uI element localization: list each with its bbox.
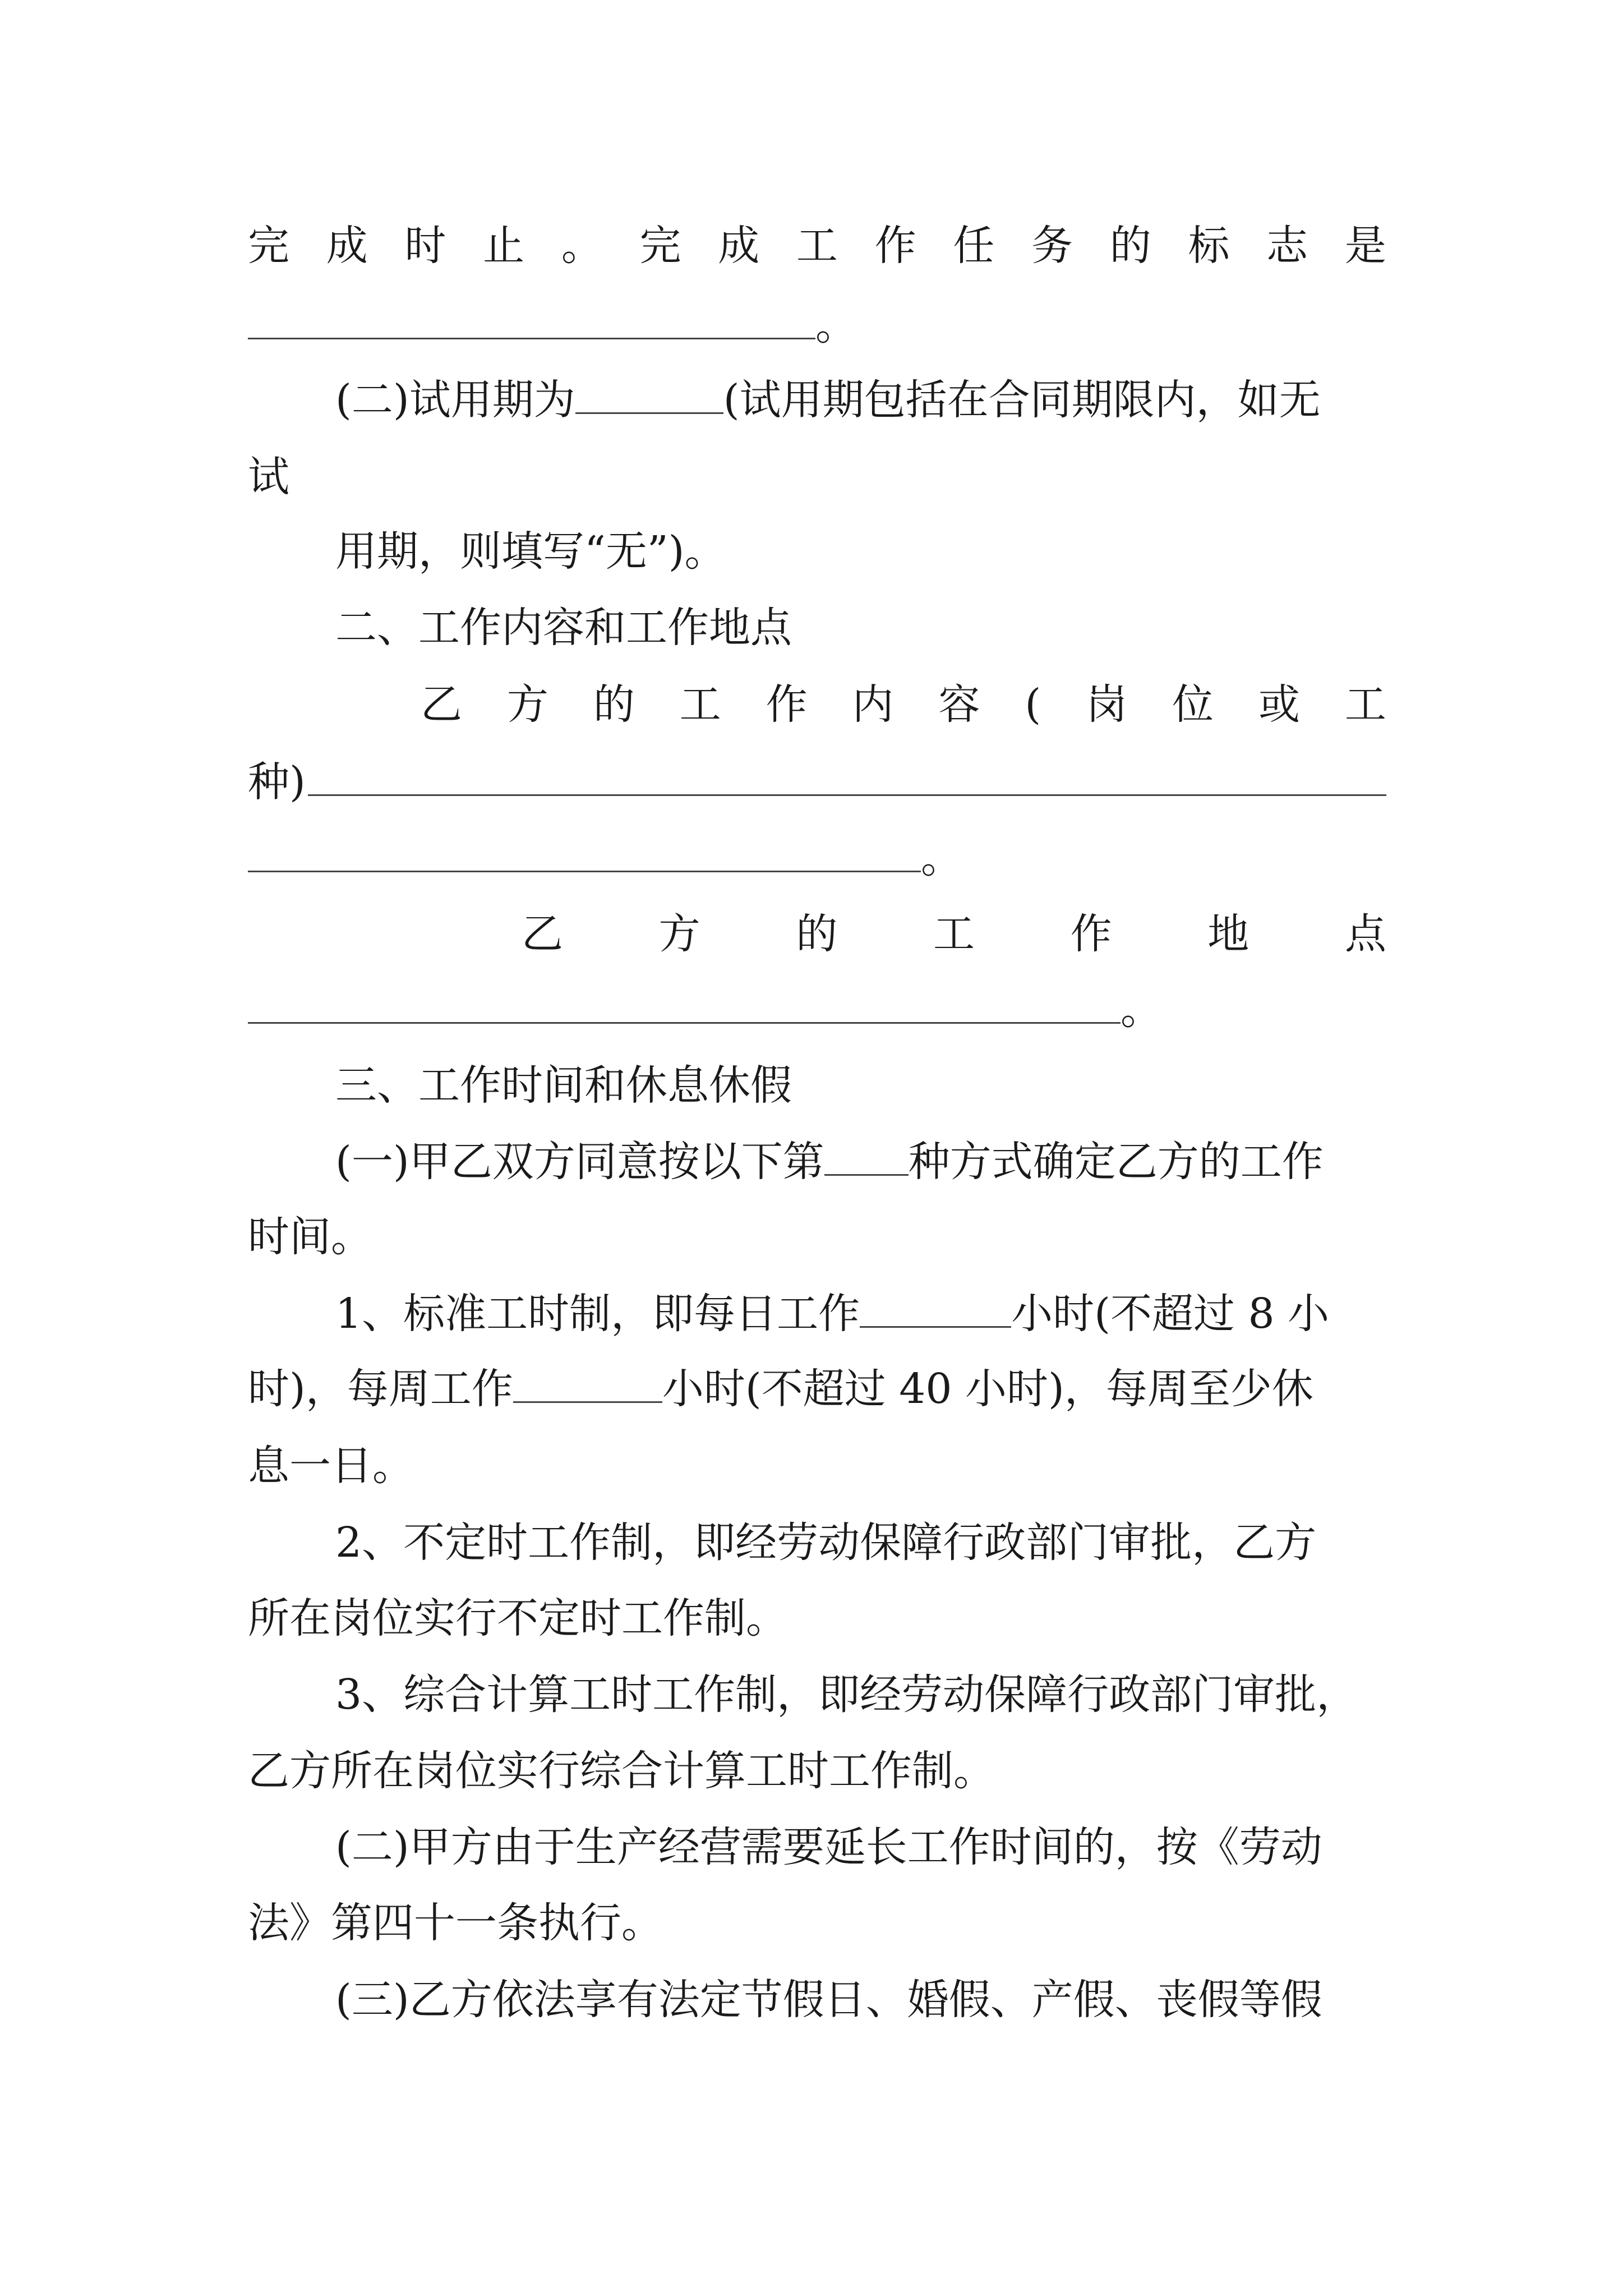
text-segment: (一)甲乙双方同意按以下第 (335, 1138, 824, 1186)
line-weekly-hours (248, 1364, 1386, 1414)
char: 标 (1188, 222, 1230, 270)
char: 志 (1266, 222, 1308, 270)
char: 地 (1207, 910, 1249, 958)
char: 作 (1070, 910, 1112, 958)
char: 岗 (1086, 680, 1128, 729)
char: 成 (718, 222, 760, 270)
text-segment: (试用期包括在合同期限内，如无 (723, 376, 1321, 424)
char: ( (1025, 680, 1041, 729)
char: 点 (1344, 910, 1386, 958)
text-segment: 种方式确定乙方的工作 (908, 1138, 1324, 1186)
char: 方 (658, 910, 700, 958)
line-text: 乙方所在岗位实行综合计算工时工作制。 (248, 1747, 995, 1795)
char: 成 (326, 222, 368, 270)
line-text: 用期，则填写“无”)。 (335, 527, 726, 576)
line-completion-sign (248, 220, 1386, 271)
text-segment: (二)试用期为 (335, 376, 575, 424)
section-heading: 二、工作内容和工作地点 (335, 604, 792, 652)
line-text: (三)乙方依法享有法定节假日、婚假、产假、丧假等假 (335, 1976, 1322, 2024)
line-work-location-blank (248, 984, 1386, 1035)
fill-blank[interactable] (513, 1366, 662, 1403)
char: 工 (796, 222, 838, 270)
fill-blank[interactable] (575, 378, 723, 414)
line-text: 所在岗位实行不定时工作制。 (248, 1594, 787, 1642)
line-text: 试 (248, 453, 289, 501)
char: 完 (639, 222, 681, 270)
line-work-location (522, 909, 1386, 959)
text-segment: 种) (248, 758, 306, 806)
fill-blank[interactable] (860, 1291, 1011, 1328)
line-job-content (421, 679, 1386, 730)
char: 务 (1031, 222, 1073, 270)
punctuation: 。 (815, 301, 857, 349)
char: 的 (796, 910, 838, 958)
line-text: 3、综合计算工时工作制，即经劳动保障行政部门审批， (335, 1671, 1358, 1719)
char: 位 (1172, 680, 1214, 729)
section-heading: 三、工作时间和休息休假 (335, 1061, 792, 1110)
char: 作 (766, 680, 808, 729)
punctuation: 。 (921, 834, 962, 882)
line-text: (二)甲方由于生产经营需要延长工作时间的，按《劳动 (335, 1823, 1322, 1871)
char: 工 (1344, 680, 1386, 729)
char: 容 (938, 680, 980, 729)
line-job-content-blank (248, 757, 1386, 807)
char: 的 (1109, 222, 1151, 270)
line-text: 时间。 (248, 1213, 372, 1261)
line-text: 法》第四十一条执行。 (248, 1899, 663, 1947)
char: 内 (852, 680, 894, 729)
line-probation (335, 375, 1386, 425)
char: 乙 (421, 680, 462, 729)
text-segment: 小时(不超过 40 小时)，每周至少休 (662, 1365, 1313, 1413)
char: 方 (506, 680, 548, 729)
fill-blank[interactable] (308, 760, 1386, 796)
char: 是 (1344, 222, 1386, 270)
char: 作 (874, 222, 916, 270)
line-work-hours-mode (335, 1137, 1386, 1187)
char: 工 (679, 680, 721, 729)
fill-blank[interactable] (824, 1139, 909, 1176)
char: 乙 (522, 910, 563, 958)
char: 时 (404, 222, 446, 270)
fill-blank[interactable] (248, 303, 815, 339)
line-completion-blank (248, 300, 1386, 351)
char: 完 (248, 222, 289, 270)
char: 的 (593, 680, 635, 729)
line-standard-hours (335, 1289, 1386, 1339)
char: 工 (933, 910, 975, 958)
char: 或 (1258, 680, 1300, 729)
line-text: 2、不定时工作制，即经劳动保障行政部门审批，乙方 (335, 1519, 1317, 1567)
char: 任 (953, 222, 995, 270)
text-segment: 小时(不超过 8 小 (1011, 1290, 1330, 1338)
line-job-content-blank-2 (248, 833, 1386, 884)
text-segment: 时)，每周工作 (248, 1365, 513, 1413)
punctuation: 。 (1121, 986, 1162, 1034)
line-text: 息一日。 (248, 1442, 414, 1490)
fill-blank[interactable] (248, 987, 1121, 1024)
char: 止 (483, 222, 525, 270)
char: 。 (561, 222, 603, 270)
text-segment: 1、标准工时制，即每日工作 (335, 1290, 860, 1338)
fill-blank[interactable] (248, 836, 921, 872)
